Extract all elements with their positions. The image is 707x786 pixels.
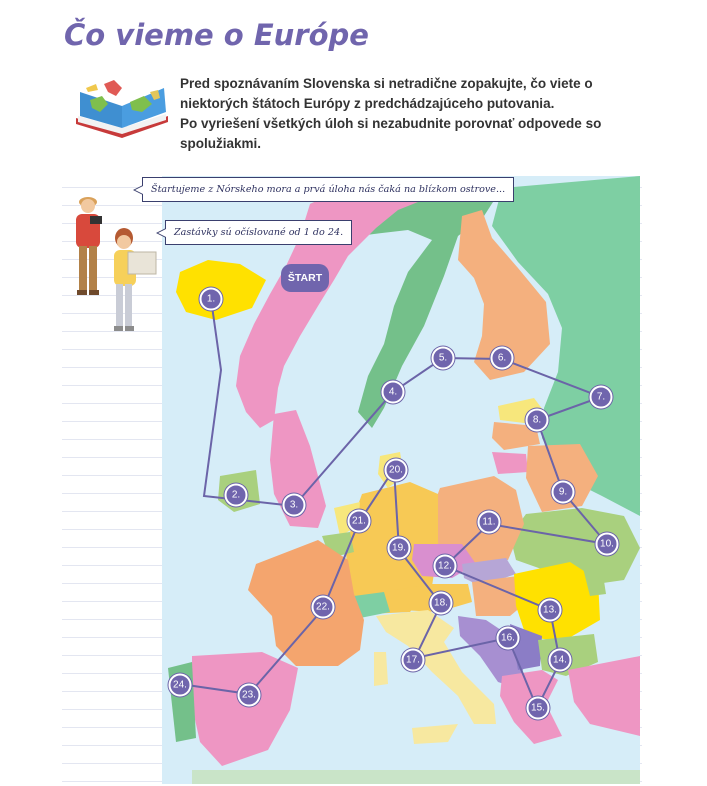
stop-marker-6[interactable]: 6.: [491, 347, 514, 370]
stop-marker-17[interactable]: 17.: [402, 649, 425, 672]
stop-marker-10[interactable]: 10.: [596, 533, 619, 556]
stop-marker-7[interactable]: 7.: [590, 386, 613, 409]
stop-marker-23[interactable]: 23.: [238, 684, 261, 707]
stop-marker-22[interactable]: 22.: [312, 596, 335, 619]
stop-marker-12[interactable]: 12.: [434, 555, 457, 578]
stop-marker-4[interactable]: 4.: [382, 381, 405, 404]
stop-marker-8[interactable]: 8.: [526, 409, 549, 432]
travelers-illustration: [66, 180, 162, 340]
stop-marker-15[interactable]: 15.: [527, 697, 550, 720]
stop-marker-19[interactable]: 19.: [388, 537, 411, 560]
stop-marker-18[interactable]: 18.: [430, 592, 453, 615]
speech-bubble-stops: Zastávky sú očíslované od 1 do 24.: [165, 220, 352, 245]
stop-marker-16[interactable]: 16.: [497, 627, 520, 650]
stop-marker-24[interactable]: 24.: [169, 674, 192, 697]
intro-line: spolužiakmi.: [180, 136, 262, 151]
intro-line: niektorých štátoch Európy z predchádzajúceho putovania.: [180, 96, 555, 111]
stop-marker-11[interactable]: 11.: [478, 511, 501, 534]
intro-line: Po vyriešení všetkých úloh si nezabudnite porovnať odpovede so: [180, 116, 602, 131]
intro-text: [180, 74, 650, 154]
stop-marker-14[interactable]: 14.: [549, 649, 572, 672]
stop-marker-1[interactable]: 1.: [200, 288, 223, 311]
stop-marker-5[interactable]: 5.: [432, 347, 455, 370]
start-button[interactable]: ŠTART: [281, 264, 329, 292]
stop-marker-9[interactable]: 9.: [552, 481, 575, 504]
page-title: Čo vieme o Európe: [64, 18, 369, 52]
open-atlas-book-icon: [72, 78, 172, 142]
stop-marker-2[interactable]: 2.: [225, 484, 248, 507]
stop-marker-13[interactable]: 13.: [539, 599, 562, 622]
stop-marker-3[interactable]: 3.: [283, 494, 306, 517]
speech-bubble-start: Štartujeme z Nórskeho mora a prvá úloha nás čaká na blízkom ostrove...: [142, 177, 514, 202]
stop-marker-20[interactable]: 20.: [385, 459, 408, 482]
stop-marker-21[interactable]: 21.: [348, 510, 371, 533]
intro-line: Pred spoznávaním Slovenska si netradične zopakujte, čo viete o: [180, 76, 593, 91]
